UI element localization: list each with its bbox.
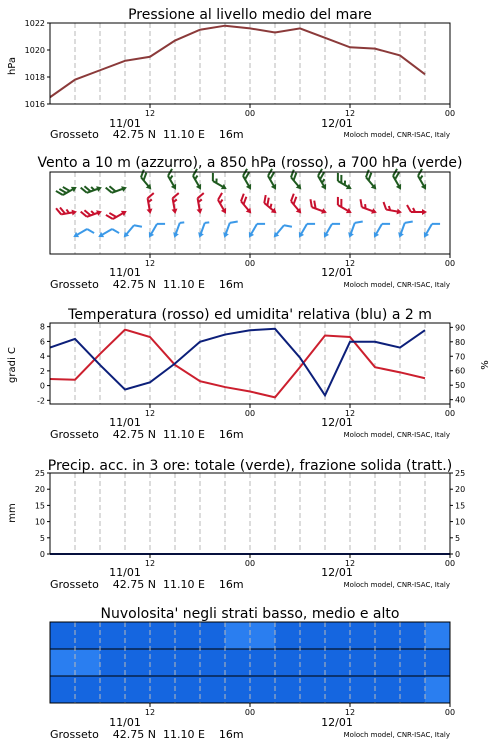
wind-xticks xyxy=(145,254,455,268)
precip-date-2: 12/01 xyxy=(321,566,353,579)
y-tick-label: 70 xyxy=(455,352,466,362)
barb-feather xyxy=(284,222,292,230)
cloud-cell xyxy=(100,622,126,649)
temperature-location: Grosseto 42.75 N 11.10 E 16m xyxy=(50,428,244,441)
x-tick-label: 00 xyxy=(444,409,456,418)
x-tick-label: 12 xyxy=(344,708,356,717)
wind-barb xyxy=(321,219,340,241)
y-tick-label: 50 xyxy=(455,381,466,391)
humidity-ylabel: % xyxy=(480,360,491,370)
wind-date-1: 11/01 xyxy=(109,266,141,279)
wind-location: Grosseto 42.75 N 11.10 E 16m xyxy=(50,278,244,291)
wind-panel xyxy=(37,155,462,291)
pressure-gridlines xyxy=(75,23,450,104)
cloud-cell xyxy=(275,622,301,649)
cloud-cell xyxy=(50,649,76,676)
y-tick-label: 5 xyxy=(39,533,45,543)
cloud-cell xyxy=(425,649,451,676)
cloud-cell xyxy=(325,622,351,649)
barb-feather xyxy=(382,220,390,227)
y-tick-label: 4 xyxy=(39,352,45,362)
cloud-credit: Moloch model, CNR-ISAC, Italy xyxy=(343,731,450,739)
cloud-cell xyxy=(325,649,351,676)
barb-feather xyxy=(87,227,94,235)
wind-gridlines xyxy=(75,172,450,254)
wind-barb xyxy=(236,194,257,216)
wind-barb xyxy=(307,199,329,215)
cloud-cell xyxy=(250,622,276,649)
y-tick-label: 0 xyxy=(39,550,45,559)
cloud-cell xyxy=(350,622,376,649)
x-tick-label: 00 xyxy=(444,559,456,568)
y-tick-label: 2 xyxy=(39,366,45,376)
cloud-cell xyxy=(200,649,226,676)
cloud-cell xyxy=(200,622,226,649)
barb-feather xyxy=(172,193,180,198)
cloud-cell xyxy=(175,649,201,676)
y-tick-label: 0 xyxy=(455,550,461,559)
wind-barb xyxy=(246,219,265,241)
y-tick-label: 1022 xyxy=(24,19,45,28)
y-tick-label: 6 xyxy=(39,337,45,347)
cloud-cell xyxy=(225,676,251,703)
x-tick-label: 12 xyxy=(344,409,356,418)
temperature-date-1: 11/01 xyxy=(109,416,141,429)
y-tick-label: 20 xyxy=(34,485,45,495)
wind-barb xyxy=(144,193,157,214)
temperature-credit: Moloch model, CNR-ISAC, Italy xyxy=(343,431,450,439)
x-tick-label: 12 xyxy=(144,409,156,418)
x-tick-label: 00 xyxy=(444,259,456,268)
wind-barb xyxy=(371,219,390,241)
precip-ylabel: mm xyxy=(7,503,18,523)
y-tick-label: 1018 xyxy=(24,73,45,82)
wind-barb xyxy=(259,195,281,216)
precip-xticks xyxy=(145,554,455,568)
barb-feather xyxy=(112,227,119,235)
barb-feather xyxy=(308,199,314,207)
precip-location: Grosseto 42.75 N 11.10 E 16m xyxy=(50,578,244,591)
pressure-yticks xyxy=(25,19,50,109)
barb-feather xyxy=(197,193,205,198)
y-tick-label: 90 xyxy=(455,323,466,333)
y-tick-label: 5 xyxy=(455,533,461,543)
x-tick-label: 00 xyxy=(244,559,256,568)
cloud-cell xyxy=(175,676,201,703)
x-tick-label: 00 xyxy=(444,708,456,717)
wind-barb xyxy=(146,219,165,241)
y-tick-label: 80 xyxy=(455,337,466,347)
y-tick-label: 10 xyxy=(34,517,45,527)
cloud-cell xyxy=(150,622,176,649)
y-tick-label: 15 xyxy=(34,501,45,511)
wind-barb xyxy=(407,205,427,215)
y-tick-label: 1020 xyxy=(24,46,45,55)
cloud-cell xyxy=(300,649,326,676)
wind-barb xyxy=(194,193,207,214)
cloud-cell xyxy=(300,622,326,649)
pressure-ylabel: hPa xyxy=(7,56,18,76)
cloud-xticks xyxy=(145,703,455,717)
temperature-panel xyxy=(7,307,491,441)
y-tick-label: 0 xyxy=(39,381,45,391)
cloud-cell xyxy=(425,676,451,703)
x-tick-label: 00 xyxy=(244,708,256,717)
precip-gridlines xyxy=(75,473,450,554)
cloud-location: Grosseto 42.75 N 11.10 E 16m xyxy=(50,728,244,741)
precip-date-1: 11/01 xyxy=(109,566,141,579)
wind-barb xyxy=(136,170,157,192)
cloud-cell xyxy=(200,676,226,703)
wind-barb xyxy=(361,170,382,192)
x-tick-label: 00 xyxy=(244,259,256,268)
x-tick-label: 00 xyxy=(444,109,456,118)
wind-barb xyxy=(421,219,440,241)
wind-barb xyxy=(296,219,315,241)
wind-barb xyxy=(286,194,307,216)
barb-feather xyxy=(355,219,363,225)
barb-feather xyxy=(216,193,224,200)
cloud-cell xyxy=(75,622,101,649)
barb-feather xyxy=(382,202,387,210)
temperature-gridlines xyxy=(75,323,450,404)
wind-barb xyxy=(208,173,230,192)
cloud-cell xyxy=(125,622,151,649)
wind-barb xyxy=(213,193,232,215)
y-tick-label: 60 xyxy=(455,366,466,376)
wind-barb xyxy=(357,199,379,215)
x-tick-label: 12 xyxy=(344,109,356,118)
cloud-date-1: 11/01 xyxy=(109,716,141,729)
precip-title: Precip. acc. in 3 ore: totale (verde), frazione solida (tratt.) xyxy=(47,458,453,474)
barb-feather xyxy=(209,173,216,181)
x-tick-label: 12 xyxy=(144,109,156,118)
cloud-date-2: 12/01 xyxy=(321,716,353,729)
cloud-cell xyxy=(225,622,251,649)
pressure-title: Pressione al livello medio del mare xyxy=(128,7,372,23)
cloud-cell xyxy=(175,622,201,649)
barb-feather xyxy=(334,173,341,181)
wind-barb xyxy=(121,220,142,242)
temperature-line xyxy=(50,330,425,398)
precip-yticks xyxy=(35,469,50,559)
precip-yticks-right xyxy=(450,469,465,559)
cloud-cell xyxy=(100,676,126,703)
x-tick-label: 00 xyxy=(244,409,256,418)
cloud-cell xyxy=(250,676,276,703)
cloud-cell xyxy=(50,676,76,703)
wind-credit: Moloch model, CNR-ISAC, Italy xyxy=(343,281,450,289)
wind-date-2: 12/01 xyxy=(321,266,353,279)
cloud-title: Nuvolosita' negli strati basso, medio e alto xyxy=(100,606,400,622)
y-tick-label: 8 xyxy=(39,322,45,332)
x-tick-label: 00 xyxy=(244,109,256,118)
wind-title: Vento a 10 m (azzurro), a 850 hPa (rosso), a 700 hPa (verde) xyxy=(37,155,463,171)
cloud-cell xyxy=(75,649,101,676)
cloud-cell xyxy=(275,649,301,676)
cloud-cell xyxy=(75,676,101,703)
wind-barb xyxy=(171,220,184,239)
y-tick-label: 25 xyxy=(455,469,466,478)
pressure-date-2: 12/01 xyxy=(321,117,353,130)
cloud-cell xyxy=(125,649,151,676)
cloud-cell xyxy=(225,649,251,676)
temperature-title: Temperatura (rosso) ed umidita' relativa (blu) a 2 m xyxy=(68,307,432,323)
temperature-date-2: 12/01 xyxy=(321,416,353,429)
y-tick-label: 15 xyxy=(455,501,466,511)
x-tick-label: 12 xyxy=(144,708,156,717)
wind-barb xyxy=(333,197,355,216)
precip-panel xyxy=(7,458,465,591)
barb-feather xyxy=(407,205,411,212)
cloud-cell xyxy=(50,622,76,649)
pressure-credit: Moloch model, CNR-ISAC, Italy xyxy=(343,131,450,139)
x-tick-label: 12 xyxy=(344,559,356,568)
barb-feather xyxy=(157,220,165,227)
humidity-yticks xyxy=(450,323,465,404)
barb-feather xyxy=(257,220,265,227)
pressure-location: Grosseto 42.75 N 11.10 E 16m xyxy=(50,128,244,141)
temperature-yticks xyxy=(37,323,50,406)
cloud-cell xyxy=(375,676,401,703)
barb-feather xyxy=(432,220,440,227)
y-tick-label: 1016 xyxy=(24,100,45,109)
cloud-cell xyxy=(275,676,301,703)
barb-feather xyxy=(134,222,142,230)
barb-feather xyxy=(334,197,341,205)
x-tick-label: 12 xyxy=(344,259,356,268)
cloud-cell xyxy=(125,676,151,703)
cloud-cell xyxy=(425,622,451,649)
y-tick-label: 20 xyxy=(455,485,466,495)
cloud-cell xyxy=(375,622,401,649)
barb-feather xyxy=(405,219,413,225)
x-tick-label: 12 xyxy=(144,559,156,568)
cloud-cell xyxy=(150,676,176,703)
humidity-line xyxy=(50,329,425,396)
y-tick-label: -2 xyxy=(37,396,45,406)
pressure-panel xyxy=(7,7,455,141)
cloud-cell xyxy=(250,649,276,676)
x-tick-label: 12 xyxy=(144,259,156,268)
pressure-xticks xyxy=(145,104,455,118)
barb-feather xyxy=(147,193,155,198)
cloud-cell xyxy=(150,649,176,676)
y-tick-label: 10 xyxy=(455,517,466,527)
cloud-panel xyxy=(50,606,455,741)
cloud-cell xyxy=(400,676,426,703)
temperature-xticks xyxy=(145,404,455,418)
cloud-cell xyxy=(350,676,376,703)
barb-feather xyxy=(230,219,238,225)
wind-barb xyxy=(286,170,307,192)
barb-half-feather xyxy=(205,221,209,224)
y-tick-label: 25 xyxy=(34,469,45,478)
barb-feather xyxy=(332,220,340,227)
precip-credit: Moloch model, CNR-ISAC, Italy xyxy=(343,581,450,589)
wind-barb xyxy=(56,205,77,218)
wind-barb xyxy=(346,218,362,240)
wind-barbs xyxy=(56,169,440,243)
cloud-cell xyxy=(350,649,376,676)
cloud-cell xyxy=(375,649,401,676)
cloud-cell xyxy=(300,676,326,703)
barb-half-feather xyxy=(180,221,184,224)
temperature-ylabel: gradi C xyxy=(7,347,18,383)
wind-barb xyxy=(169,193,182,214)
pressure-date-1: 11/01 xyxy=(109,117,141,130)
wind-barb xyxy=(271,220,292,242)
cloud-cell xyxy=(400,649,426,676)
barb-feather xyxy=(358,199,364,207)
wind-barb xyxy=(196,220,209,239)
cloud-cell xyxy=(325,676,351,703)
cloud-cell xyxy=(100,649,126,676)
wind-barb xyxy=(221,218,237,240)
pressure-line xyxy=(50,26,425,98)
barb-feather xyxy=(307,220,315,227)
wind-barb xyxy=(396,218,412,240)
wind-barb xyxy=(333,173,355,192)
y-tick-label: 40 xyxy=(455,395,466,405)
cloud-cell xyxy=(400,622,426,649)
